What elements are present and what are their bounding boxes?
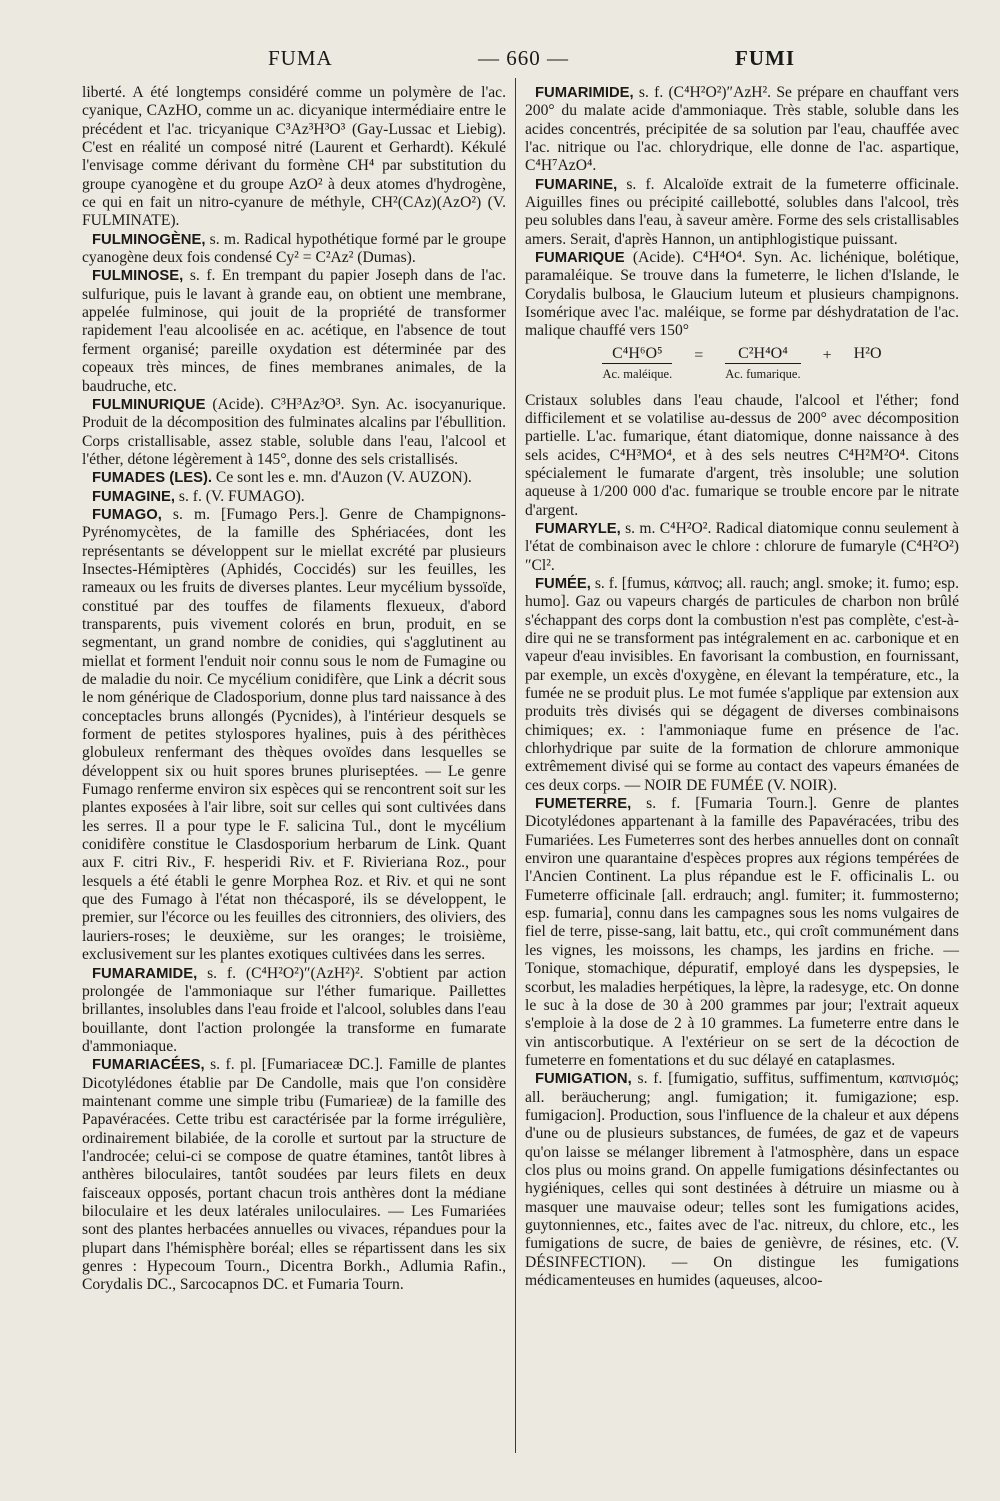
entry-text: s. f. [fumus, κάπνος; all. rauch; angl. smoke; it. fumo; esp. humo]. Gaz ou vapeurs chargés de particules de charbon non brûlé s'échappant des corps dont la combustion n'est pas complète, c'est-à-dire qui ne se transforment pas intégralement en ac. carbonique et en vapeur d'eau invisibles. En favorisant la combustion, en fournissant, par exemple, un excès d'oxygène, en élevant la température, etc., la fumée ne se produit plus. Le mot fumée s'applique par extension aux produits très divisés qui se dégagent de diverses combinaisons chimiques; ex. : l'ammoniaque fume en présence de l'ac. chlorhydrique par suite de la formation de chlorure ammonique extrêmement divisé qui se forme au contact des vapeurs émanées de ces deux corps. — NOIR DE FUMÉE (V. NOIR). — [525, 574, 959, 794]
entry-headword: FUMARIMIDE, — [535, 85, 634, 101]
dictionary-entry — [82, 267, 506, 395]
entry-headword: FUMIGATION, — [535, 1071, 632, 1088]
dictionary-entry — [82, 231, 506, 268]
plus-sign: + — [822, 346, 832, 364]
entry-headword: FUMARYLE, — [535, 520, 621, 537]
entry-text: liberté. A été longtemps considéré comme un polymère de l'ac. cyanique, CAzHO, comme un ac. dicyanique intermédiaire entre le précédent et l'ac. tricyanique C³Az³H³O³ (Gay-Lussac et Liebig). C'est en réalité un composé nitré (Laurent et Gerhardt). Kékulé l'envisage comme dérivant du formène CH⁴ par substitution du groupe cyanogène et du groupe AzO² à deux atomes d'hydrogène, ce qui en fait un nitro-cyanure de méthyle, CH²(CAz)(AzO²) (V. FULMINATE). — [82, 84, 506, 230]
entry-text: s. f. pl. [Fumariaceæ DC.]. Famille de plantes Dicotylédones établie par De Candolle, mais que l'on considère maintenant comme une simple tribu (Fumarieæ) de la famille des Papavéracées. Cette tribu est caractérisée par la forme irrégulière, ordinairement bilabiée, de la corolle et surtout par la structure de l'androcée; celui-ci se compose de quatre étamines, tantôt libres à anthères biloculaires, tantôt soudées par leurs filets en deux faisceaux opposés, portant chacun trois anthères dont la médiane biloculaire et les deux latérales uniloculaires. — Les Fumariées sont des plantes herbacées annuelles ou vivaces, répandues pour la plupart dans l'hémisphère boréal; elles se répartissent dans les six genres : Hypecoum Tourn., Dicentra Borkh., Adlumia Rafin., Corydalis DC., Sarcocapnos DC. et Fumaria Tourn. — [82, 1056, 506, 1294]
entry-text: s. f. (C⁴H²O²)″(AzH²)². S'obtient par action prolongée de l'ammoniaque sur l'éther fumarique. Paillettes brillantes, insolubles dans l'eau froide et l'alcool, solubles dans l'eau bouillante, dont l'action prolongée la transforme en fumarate d'ammoniaque. — [82, 964, 506, 1055]
entry-headword: FULMINURIQUE — [92, 396, 206, 413]
dictionary-entry — [82, 965, 506, 1057]
entry-headword: FUMAGO, — [92, 506, 162, 523]
dictionary-entry — [82, 84, 506, 231]
dictionary-entry — [525, 575, 959, 795]
running-head-right: FUMI — [735, 46, 795, 70]
entry-headword: FUMÉE, — [535, 575, 591, 592]
entry-text: (Acide). C³H³Az³O³. Syn. Ac. isocyanurique. Produit de la décomposition des fulminates alcalins par l'ébullition. Corps cristallisable, assez stable, soluble dans l'eau, l'alcool et l'éther, détone légèrement à 145°, donne des sels cristallisés. — [82, 395, 506, 468]
entry-headword: FULMINOSE, — [92, 268, 184, 285]
page-number: — 660 — — [478, 46, 569, 70]
formula-label: Ac. maléique. — [602, 363, 672, 383]
dictionary-entry — [525, 392, 959, 520]
entry-headword: FULMINOGÈNE, — [92, 231, 206, 248]
formula-water — [854, 345, 882, 363]
entry-text: s. f. En trempant du papier Joseph dans de l'ac. sulfurique, puis le lavant à grande eau, on obtient une membrane, appelée fulminose, qui jouit de la propriété de transformer rapidement l'eau alcoolisée en ac. acétique, en l'absence de tout ferment organisé; pareille oxydation est déterminée par des copeaux très minces, de fines membranes animales, de la baudruche, etc. — [82, 267, 506, 395]
formula-text: C²H⁴O⁴ — [738, 344, 788, 362]
right-column — [525, 84, 959, 1290]
entry-headword: FUMARINE, — [535, 176, 618, 193]
equals-sign: = — [694, 346, 704, 364]
entry-text: (Acide). C⁴H⁴O⁴. Syn. Ac. lichénique, bolétique, paramaléique. Se trouve dans la fumeterre, le lichen d'Islande, le Corydalis bulbosa, le Glaucium luteum et plusieurs champignons. Isomérique avec l'ac. maléique, se forme par déshydratation de l'ac. malique chauffé vers 150° — [525, 249, 959, 340]
entry-text: Cristaux solubles dans l'eau chaude, l'alcool et l'éther; fond difficilement et se volatilise au-dessus de 200° avec décomposition partielle. L'ac. fumarique, étant diatomique, donne naissance à des sels acides, C⁴H³MO⁴, et à des sels neutres C⁴H²M²O⁴. Citons spécialement le fumarate d'argent, très insoluble; une solution aqueuse à 1/200 000 d'ac. fumarique se trouble encore par le nitrate d'argent. — [525, 391, 959, 519]
entry-text: s. m. C⁴H²O². Radical diatomique connu seulement à l'état de combinaison avec le chlore : chlorure de fumaryle (C⁴H²O²)″Cl². — [525, 519, 959, 574]
dictionary-entry — [82, 506, 506, 965]
left-column — [82, 84, 506, 1295]
dictionary-entry — [82, 1056, 506, 1294]
column-rule — [515, 78, 516, 1453]
entry-text: s. m. [Fumago Pers.]. Genre de Champignons-Pyrénomycètes, de la famille des Sphériacées, dont les représentants se développent sur le miellat excrété par plusieurs Insectes-Hémiptères (Aphidés, Coccidés) sur les feuilles, les rameaux ou les fruits de diverses plantes. Leur mycélium byssoïde, constitué par des touffes de filaments flexueux, d'abord transparents, puis vivement colorés en brun, produit, en se segmentant, un grand nombre de conidies, qui s'agglutinent au miellat et forment l'enduit noir connu sous le nom de Fumagine ou de maladie du noir. Ce mycélium conidifère, que Link a décrit sous le nom générique de Cladosporium, donne plus tard naissance à des conceptacles bruns allongés (Pycnides), à l'intérieur desquels se forment de petites stylospores hyalines, puis à des périthèces globuleux renfermant des thèques ovoïdes dans lesquelles se développent six ou huit spores brunes pluriseptées. — Le genre Fumago renferme environ six espèces qui se rencontrent soit sur les plantes exposées à l'air libre, soit sur celles qui sont cultivées dans les serres. Il a pour type le F. salicina Tul., dont le mycélium conidifère constitue le Clasdosporium herbarum de Link. Quant aux F. citri Riv., F. hesperidi Riv. et F. Rivieriana Roz., pour lesquels a été établi le genre Morphea Roz. et Riv. et qui ne sont que des Fumago à l'état non thécasporé, ils se développent, le premier, sur l'écorce ou les feuilles des citronniers, des oliviers, des lauriers-roses; le deuxième, sur les oranges; le troisième, exclusivement sur les plantes exotiques cultivées dans les serres. — [82, 505, 506, 964]
dictionary-entry — [82, 469, 506, 487]
dictionary-entry — [82, 396, 506, 469]
formula-product — [725, 345, 800, 384]
formula-reactant — [602, 345, 672, 384]
formula-label: Ac. fumarique. — [725, 363, 800, 383]
entry-headword: FUMETERRE, — [535, 796, 632, 813]
dictionary-entry — [525, 1070, 959, 1290]
entry-headword: FUMARIQUE — [535, 250, 625, 267]
formula-text: H²O — [853, 344, 882, 362]
running-head-left: FUMA — [268, 46, 333, 70]
entry-text: s. f. [Fumaria Tourn.]. Genre de plantes Dicotylédones appartenant à la famille des Papavéracées, tribu des Fumariées. Les Fumeterres sont des herbes annuelles dont on connaît environ une quarantaine d'espèces propres aux régions tempérées de l'Ancien Continent. La plus répandue est le F. officinalis L. ou Fumeterre officinale [all. erdrauch; angl. fumiter; it. fummosterno; esp. fumaria], connu dans les campagnes sous les noms vulgaires de fiel de terre, pisse-sang, lait battu, etc., qui croît communément dans les vignes, les moissons, les champs, les jardins en friche. — Tonique, stomachique, dépuratif, employé dans les dyspepsies, le scorbut, les maladies herpétiques, la lèpre, la radesyge, etc. On donne le suc à la dose de 30 à 200 grammes par jour; l'extrait aqueux s'emploie à la dose de 2 à 10 grammes. La fumeterre entre dans le vin antiscorbutique. A l'extérieur on se sert de la décoction de fumeterre en fomentations et du suc délayé en cataplasmes. — [525, 795, 959, 1069]
dictionary-entry — [525, 520, 959, 575]
chemical-equation — [525, 345, 959, 384]
entry-headword: FUMARIACÉES, — [92, 1057, 205, 1074]
entry-text: Ce sont les e. mn. d'Auzon (V. AUZON). — [212, 469, 472, 487]
entry-headword: FUMAGINE, — [92, 488, 176, 505]
dictionary-entry — [525, 84, 959, 176]
entry-text: s. f. [fumigatio, suffitus, suffimentum, καπνισμός; all. beräucherung; angl. fumigation; it. fumigazione; esp. fumigacion]. Production, sous l'influence de la chaleur et aux dépens d'une ou de plusieurs substances, de fumées, de gaz et de vapeurs qu'on laisse se mélanger librement à l'atmosphère, dans un espace clos plus ou moins grand. On appelle fumigations désinfectantes ou hygiéniques, celles qui sont destinées à détruire un miasme ou à masquer une mauvaise odeur; telles sont les fumigations acides, guytonniennes, etc., faites avec de l'ac. nitreux, du chlore, etc., les fumigations de sucre, de baies de genièvre, de résines, etc. (V. DÉSINFECTION). — On distingue les fumigations médicamenteuses en humides (aqueuses, alcoo- — [525, 1070, 959, 1289]
entry-text: s. f. (V. FUMAGO). — [175, 487, 305, 505]
dictionary-entry — [525, 795, 959, 1070]
entry-text: s. f. Alcaloïde extrait de la fumeterre officinale. Aiguilles fines ou précipité caillebotté, solubles dans l'alcool, très peu solubles dans l'eau, à saveur amère. Forme des sels cristallisables amers. Serait, d'après Hannon, un antiphlogistique puissant. — [525, 175, 959, 248]
dictionary-entry — [525, 249, 959, 341]
formula-text: C⁴H⁶O⁵ — [612, 344, 663, 362]
entry-text: s. f. (C⁴H²O²)″AzH². Se prépare en chauffant vers 200° du malate acide d'ammoniaque. Très stable, soluble dans les acides concentrés, précipitée de sa solution par l'eau, chauffée avec l'ac. nitrique ou l'ac. chlorydrique, elle donne de l'ac. aspartique, C⁴H⁷AzO⁴. — [525, 84, 959, 175]
entry-text: s. m. Radical hypothétique formé par le groupe cyanogène deux fois condensé Cy² = C²Az² (Dumas). — [82, 230, 506, 267]
dictionary-entry — [525, 176, 959, 249]
entry-headword: FUMADES (LES). — [92, 470, 213, 487]
dictionary-entry — [82, 488, 506, 506]
entry-headword: FUMARAMIDE, — [92, 965, 198, 982]
